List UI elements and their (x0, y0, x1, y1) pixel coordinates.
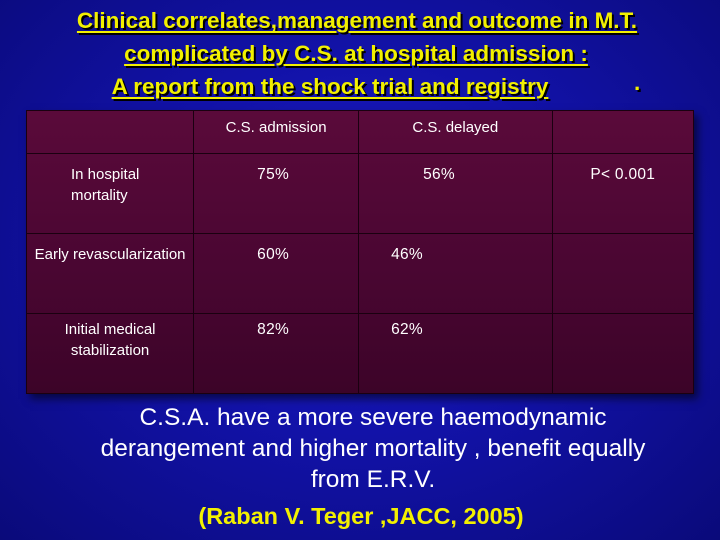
delayed-value: 56% (359, 154, 552, 234)
table-row (27, 314, 694, 394)
delayed-value: 46% (359, 234, 552, 314)
header-cell-pvalue (552, 111, 693, 154)
conclusion-line-3: from E.R.V. (310, 466, 436, 493)
header-cell-delayed: C.S. delayed (359, 111, 552, 154)
citation-text: (Raban V. Teger ,JACC, 2005) (198, 503, 524, 529)
conclusion-text (0, 402, 720, 495)
admission-value: 60% (194, 234, 359, 314)
title-line-3-period: . (634, 70, 641, 95)
p-value (552, 234, 693, 314)
admission-value: 75% (194, 154, 359, 234)
row-label: In hospital mortality (27, 154, 194, 234)
row-label: Early revascularization (27, 234, 194, 314)
title-line-1: Clinical correlates,management and outcome in M.T. (76, 8, 638, 33)
header-cell-empty (27, 111, 194, 154)
slide-title (0, 4, 720, 103)
table-row (27, 154, 694, 234)
title-line-2: complicated by C.S. at hospital admission : (124, 41, 588, 66)
admission-value: 82% (194, 314, 359, 394)
row-label: Initial medical stabilization (27, 314, 194, 394)
table-row (27, 234, 694, 314)
p-value: P< 0.001 (552, 154, 693, 234)
p-value (552, 314, 693, 394)
table-header-row (27, 111, 694, 154)
conclusion-line-1: C.S.A. have a more severe haemodynamic (139, 404, 607, 431)
title-line-3-text: A report from the shock trial and registry (111, 74, 549, 99)
comparison-table (26, 110, 694, 394)
conclusion-line-2: derangement and higher mortality , benefit equally (100, 435, 646, 462)
delayed-value: 62% (359, 314, 552, 394)
title-line-3 (0, 70, 720, 103)
header-cell-admission: C.S. admission (194, 111, 359, 154)
citation (0, 500, 720, 532)
